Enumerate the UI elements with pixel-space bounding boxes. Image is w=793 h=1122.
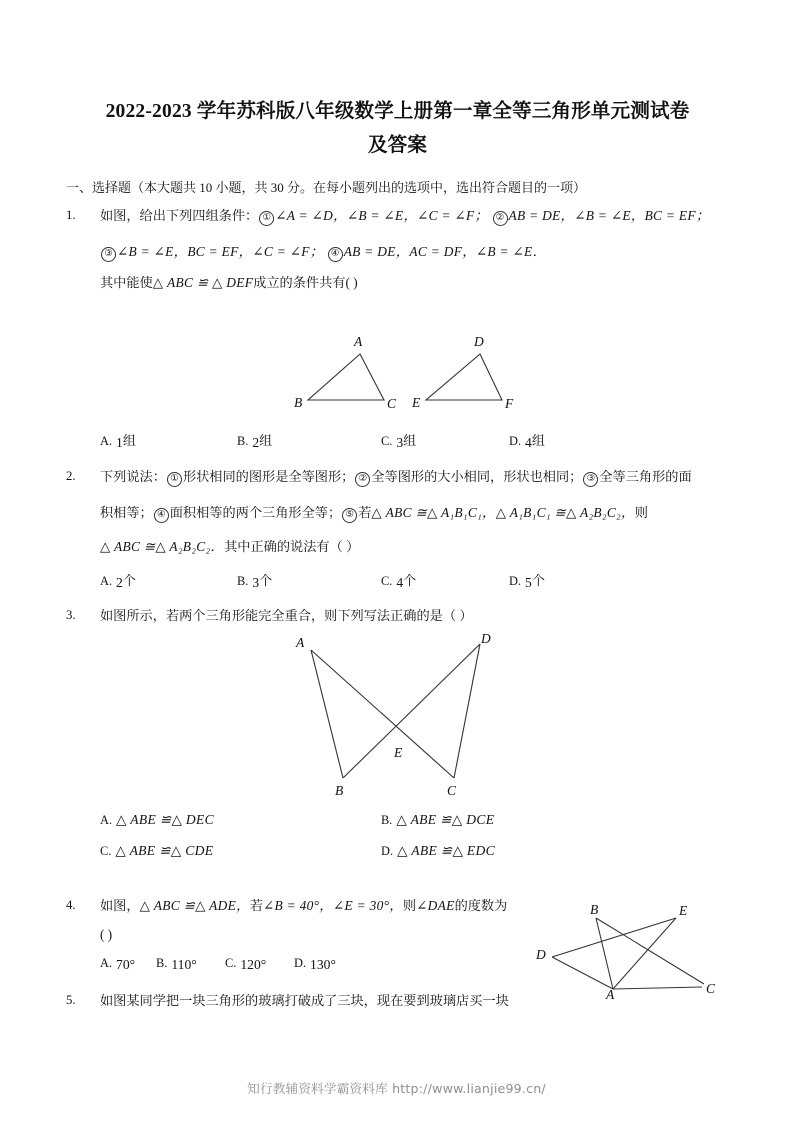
q3-option-C-value: △ ABE ≌△ CDE xyxy=(115,843,214,858)
q4-answer-paren: ( ) xyxy=(100,927,113,942)
q1-option-A-unit: 组 xyxy=(122,433,136,448)
q4-stem-if: 若 xyxy=(249,898,263,913)
figure3-label-D: D xyxy=(481,631,491,646)
figure3-label-E: E xyxy=(394,745,403,760)
figure4-label-B: B xyxy=(590,902,599,917)
circled-number-1-icon: ① xyxy=(259,211,274,226)
question-2-options xyxy=(100,570,740,592)
q3-option-A[interactable] xyxy=(100,812,214,828)
q2-stem-lead: 下列说法： xyxy=(100,469,166,484)
q2-option-B-unit: 个 xyxy=(259,573,273,588)
q1-option-C-unit: 组 xyxy=(403,433,417,448)
q2-statement-5-math: △ ABC ≅△ A₁B₁C₁，△ A₁B₁C₁ ≅△ A₂B₂C₂， xyxy=(371,505,635,520)
question-4-options xyxy=(100,955,500,977)
q2-statement-5-then: 则 xyxy=(634,505,648,520)
q1-option-C-value: 3 xyxy=(396,434,404,450)
circled-number-4-icon: ④ xyxy=(328,247,343,262)
footer-watermark: 知行教辅资料学霸资料库 http://www.lianjie99.cn/ xyxy=(247,1081,546,1096)
question-3-body xyxy=(100,605,473,626)
q1-condition-1: ∠A = ∠D，∠B = ∠E，∠C = ∠F； xyxy=(275,208,489,223)
q2-option-A[interactable] xyxy=(100,570,136,591)
circled-number-3-icon: ③ xyxy=(583,472,598,487)
q3-option-B[interactable] xyxy=(381,812,494,828)
q3-option-A-value: △ ABE ≌△ DEC xyxy=(116,812,214,827)
figure-question-4 xyxy=(528,893,738,1001)
q2-statement-2: 全等图形的大小相同，形状也相同； xyxy=(371,469,583,484)
q2-option-D[interactable] xyxy=(509,570,545,591)
q4-option-C[interactable] xyxy=(225,955,266,973)
figure3-label-C: C xyxy=(447,783,457,798)
q4-option-D-label: D. xyxy=(294,956,307,970)
q2-tail-post: 其中正确的说法有（ ） xyxy=(224,539,360,554)
q4-stem-tail: 的度数为 xyxy=(454,898,508,913)
title-line-2: 及答案 xyxy=(367,135,428,156)
q3-option-B-label: B. xyxy=(381,813,393,827)
page-title xyxy=(70,95,725,163)
q2-tail-math: △ ABC ≅△ A₂B₂C₂． xyxy=(100,539,225,554)
circled-number-2-icon: ② xyxy=(355,472,370,487)
q3-option-C-label: C. xyxy=(100,844,112,858)
question-1-number: 1. xyxy=(66,208,76,222)
q3-option-D[interactable] xyxy=(381,843,495,859)
q4-option-B-label: B. xyxy=(156,956,168,970)
question-5-body xyxy=(100,990,509,1011)
q1-tail-pre: 其中能使 xyxy=(100,275,153,290)
q1-tail-post: 成立的条件共有( ) xyxy=(253,275,358,290)
figure4-label-A: A xyxy=(606,987,615,1001)
q4-option-B[interactable] xyxy=(156,955,197,973)
q3-stem: 如图所示，若两个三角形能完全重合，则下列写法正确的是（ ） xyxy=(100,608,473,623)
figure1-label-E: E xyxy=(412,395,421,410)
figure3-label-B: B xyxy=(335,783,344,798)
q1-condition-2: AB = DE，∠B = ∠E，BC = EF； xyxy=(508,208,710,223)
q1-tail-math: △ ABC ≌ △ DEF xyxy=(152,275,254,290)
q4-option-D[interactable] xyxy=(294,955,336,973)
q2-statement-1: 形状相同的图形是全等图形； xyxy=(182,469,355,484)
question-2-body xyxy=(100,466,755,557)
q2-option-A-label: A. xyxy=(100,574,113,588)
q1-condition-4: AB = DE，AC = DF，∠B = ∠E． xyxy=(343,244,547,259)
q4-stem-then: 则 xyxy=(402,898,417,913)
q2-option-D-unit: 个 xyxy=(531,573,545,588)
q1-option-D-unit: 组 xyxy=(531,433,545,448)
q2-option-C-unit: 个 xyxy=(403,573,417,588)
q1-option-C-label: C. xyxy=(381,434,393,448)
q4-stem-lead: 如图， xyxy=(100,898,140,913)
q2-option-D-value: 5 xyxy=(525,574,532,590)
q2-statement-4: 面积相等的两个三角形全等； xyxy=(169,505,342,520)
figure3-label-A: A xyxy=(296,635,305,650)
q1-option-B-value: 2 xyxy=(252,434,260,450)
q1-option-B[interactable] xyxy=(237,430,272,451)
q2-option-D-label: D. xyxy=(509,574,522,588)
title-line-1: 2022-2023 学年苏科版八年级数学上册第一章全等三角形单元测试卷 xyxy=(105,101,690,122)
q2-statement-5-lead: 若 xyxy=(358,505,372,520)
q2-option-B[interactable] xyxy=(237,570,272,591)
q2-option-C[interactable] xyxy=(381,570,416,591)
q1-option-B-label: B. xyxy=(237,434,249,448)
q1-option-C[interactable] xyxy=(381,430,416,451)
figure1-label-D: D xyxy=(474,334,484,349)
q1-stem-lead: 如图，给出下列四组条件： xyxy=(100,208,259,223)
circled-number-4-icon: ④ xyxy=(154,508,169,523)
q4-stem-math-2: ∠B = 40°，∠E = 30°， xyxy=(262,898,403,913)
q4-option-C-value: 120° xyxy=(240,956,267,972)
q1-option-D[interactable] xyxy=(509,430,545,451)
q2-option-A-unit: 个 xyxy=(122,573,136,588)
q1-option-A-label: A. xyxy=(100,434,113,448)
q4-option-A-label: A. xyxy=(100,956,113,970)
q2-option-C-value: 4 xyxy=(396,574,404,590)
q4-option-A[interactable] xyxy=(100,955,135,973)
figure1-label-A: A xyxy=(354,334,363,349)
q3-option-D-value: △ ABE ≌△ EDC xyxy=(397,843,495,858)
q1-condition-3: ∠B = ∠E，BC = EF，∠C = ∠F； xyxy=(117,244,324,259)
q4-option-A-value: 70° xyxy=(116,956,136,972)
q2-option-C-label: C. xyxy=(381,574,393,588)
question-3-number: 3. xyxy=(66,608,76,622)
q1-option-B-unit: 组 xyxy=(259,433,273,448)
question-4-body xyxy=(100,895,540,945)
figure-question-3 xyxy=(288,630,503,800)
circled-number-2-icon: ② xyxy=(493,211,508,226)
circled-number-5-icon: ⑤ xyxy=(342,508,357,523)
q4-option-C-label: C. xyxy=(225,956,237,970)
question-3-options xyxy=(100,812,740,872)
circled-number-1-icon: ① xyxy=(167,472,182,487)
figure4-label-C: C xyxy=(706,981,716,996)
q3-option-A-label: A. xyxy=(100,813,113,827)
figure4-label-E: E xyxy=(679,903,688,918)
q4-option-D-value: 130° xyxy=(310,956,336,972)
q3-option-D-label: D. xyxy=(381,844,394,858)
q1-option-A-value: 1 xyxy=(116,434,123,450)
question-4-number: 4. xyxy=(66,898,76,912)
q2-option-B-label: B. xyxy=(237,574,249,588)
figure1-label-B: B xyxy=(294,395,303,410)
q2-option-B-value: 3 xyxy=(252,574,260,590)
q2-statement-3b: 积相等； xyxy=(100,505,153,520)
q1-option-D-value: 4 xyxy=(525,434,532,450)
q1-option-A[interactable] xyxy=(100,430,136,451)
q4-stem-math-3: ∠DAE xyxy=(416,898,455,913)
question-2-number: 2. xyxy=(66,469,76,483)
question-1-body xyxy=(100,205,740,293)
question-5-number: 5. xyxy=(66,993,76,1007)
q2-statement-3a: 全等三角形的面 xyxy=(599,469,692,484)
figure-question-1 xyxy=(290,328,520,420)
q1-option-D-label: D. xyxy=(509,434,522,448)
q3-option-B-value: △ ABE ≌△ DCE xyxy=(396,812,495,827)
q2-option-A-value: 2 xyxy=(116,574,123,590)
figure1-label-F: F xyxy=(505,396,514,411)
circled-number-3-icon: ③ xyxy=(101,247,116,262)
figure1-label-C: C xyxy=(387,396,397,411)
q4-stem-math-1: △ ABC ≌△ ADE， xyxy=(139,898,250,913)
q5-stem: 如图某同学把一块三角形的玻璃打破成了三块，现在要到玻璃店买一块 xyxy=(100,993,509,1008)
section-heading: 一、选择题（本大题共 10 小题，共 30 分。在每小题列出的选项中，选出符合题目的一项） xyxy=(66,180,587,195)
q4-option-B-value: 110° xyxy=(171,956,197,972)
q3-option-C[interactable] xyxy=(100,843,213,859)
figure4-label-D: D xyxy=(536,947,546,962)
question-1-options xyxy=(100,430,740,452)
